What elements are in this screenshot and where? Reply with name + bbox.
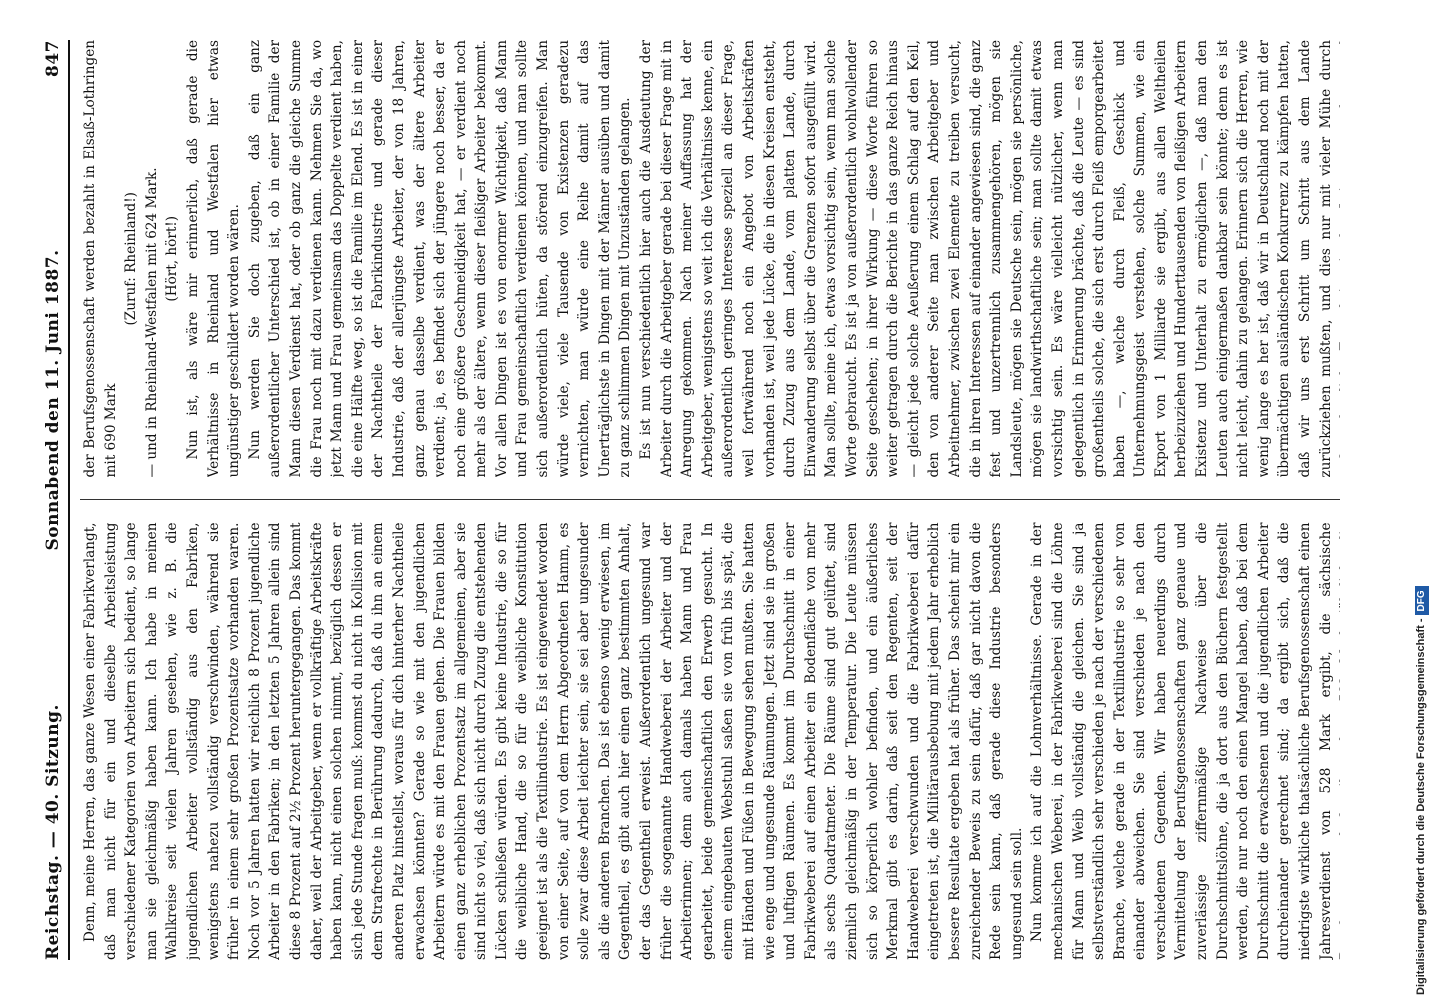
digitization-credit [1412, 395, 1430, 995]
column-right [80, 40, 1340, 478]
interjection: (Hört, hört!) [164, 215, 181, 302]
document-page [10, 0, 1360, 1000]
digitization-credit-strip [1410, 0, 1432, 1000]
paragraph: Nun komme ich auf die Lohnverhältnisse. Gerade in der mechanischen Weberei, in der Fabrikweberei sind die Löhne für Mann und Weib vollständig die gleichen. Sie sind ja selbstverständlich sehr verschieden je nach der verschiedenen Branche, welche gerade in der Textilindustrie so sehr von einander abweichen. Sie sind verschieden je nach den verschiedenen Gegenden. Wir haben neuerdings durch Vermittelung der Berufsgenossenschaften ganz genaue und zuverlässige ziffernmäßige Nachweise über die Durchschnittslöhne, die ja dort aus den Büchern festgestellt werden, die nur noch den einen Mangel haben, daß bei dem Durchschnitt die erwachsenen und die jugendlichen Arbeiter durcheinander gerechnet sind; da ergibt sich, daß die niedrigste wirkliche thatsächliche Berufsgenossenschaft einen Jahresverdienst von 528 Mark ergibt, die sächsische [1029, 522, 1334, 960]
header-left: Reichstag. — 40. Sitzung. [43, 704, 63, 960]
paragraph: Denn, meine Herren, das ganze Wesen einer Fabrikverlangt, daß man nicht für ein und dieselbe Arbeitsleistung verschiedener Kategorien von Arbeitern sich bedient, so lange man sie gleichmäßig haben kann. Ich habe in meinen Wahlkreise seit vielen Jahren gesehen, wie z. B. die jugendlichen Arbeiter vollständig aus den Fabriken, wenigstens nahezu vollständig verschwinden, während sie früher in einem sehr großen Prozentsatze vorhanden waren. Noch vor 5 Jahren hatten wir reichlich 8 Prozent jugendliche Arbeiter in den Fabriken; in den letzten 5 Jahren allein sind diese 8 Prozent auf 2½ Prozent heruntergegangen. Das kommt daher, weil der Arbeitgeber, wenn er vollkräftige Arbeitskräfte haben kann, nicht einen solchen nimmt, bezüglich dessen er sich jede Stunde fragen muß: kommst du nicht in Kollision mit dem Strafrechte in Berührung dadurch, daß du ihn an einem anderen Platz hinstellst, woraus für dich hinterher Nachtheile erwachsen könnten? Gerade so wie mit den jugendlichen Arbeitern würde es mit den Frauen gehen. Die Frauen bilden einen ganz erheblichen Prozentsatz im allgemeinen, aber sie sind nicht so viel, daß sich nicht durch Zuzug die entstehenden Lücken schließen würden. Es gibt keine Industrie, die so für die weibliche Hand, die so für die weibliche Konstitution geeignet ist als die Textilindustrie. Es ist eingewendet worden von einer Seite, auf von dem Herrn Abgeordneten Hamm, es solle zwar diese Arbeit leichter sein, sie sei aber ungesunder als die anderen Branchen. Das ist ebenso wenig erwiesen, im Gegentheil, es gibt auch hier einen ganz bestimmten Anhalt, der das Gegentheil erweist. Außerordentlich ungesund war früher die sogenannte Handweberei der Arbeiter und der Arbeiterinnen; denn auch damals haben Mann und Frau gearbeitet, beide gemeinschaftlich den Erwerb gesucht. In einem eingebauten Webstuhl saßen sie von früh bis spät, die mit Händen und Füßen in Bewegung sehen mußten. Sie hatten wie enge und ungesunde Räumungen. Jetzt sind sie in großen und luftigen Räumen. Es kommt im Durchschnitt in einer Fabrikweberei auf einen Arbeiter ein Bodenfläche von mehr als sechs Quadratmeter. Die Räume sind gut gelüftet, sind ziemlich gleichmäßig in der Temperatur. Die Leute müssen sich so körperlich wohler befinden, und ein äußerliches Merkmal gibt es darin, daß seit den Regenten, seit der Handweberei verschwunden und die Fabrikweberei dafür eingetreten ist, die Militärausbebung mit jedem Jahr erheblich bessere Resultate ergeben hat als früher. Das scheint mir ein zureichender Beweis zu sein dafür, daß gar nicht davon die Rede sein kann, daß gerade diese Industrie besonders ungesund sein soll. [82, 522, 1025, 960]
page-header [38, 40, 70, 960]
page-number: 847 [43, 40, 63, 77]
dfg-logo: DFG [1415, 586, 1429, 615]
column-divider [80, 500, 1340, 501]
header-date: Sonnabend den 11. Juni 1887. [43, 249, 63, 551]
paragraph: Nun ist, als wäre mir erinnerlich, daß gerade die Verhältnisse in Rheinland und Westfalen hier etwas ungünstiger geschildert worden wären. [184, 40, 243, 478]
text-columns [80, 40, 1340, 960]
paragraph: — und in Rheinland-Westfalen mit 624 Mark. [143, 167, 160, 478]
column-left [80, 523, 1340, 961]
paragraph: der Berufsgenossenschaft werden bezahlt in Elsaß-Lothringen mit 690 Mark [82, 40, 119, 478]
paragraph: Es ist nun verschiedentlich hier auch die Ausdeutung der Arbeiter durch die Arbeitgeber gerade bei dieser Frage mit in Anregung gekommen. Nach meiner Auffassung hat der Arbeitgeber, wenigstens so weit ich die Verhältnisse kenne, ein außerordentlich geringes Interesse speziell an dieser Frage, weil fortwährend noch ein Angebot von Arbeitskräften vorhanden ist, weil jede Lücke, die in diesen Kreisen entsteht, durch Zuzug aus dem Lande, vom platten Lande, durch Einwanderung selbst über die Grenzen sofort ausgefüllt wird. Man sollte, meine ich, etwas vorsichtig sein, wenn man solche Worte gebraucht. Es ist ja von außerordentlich wohlwollender Seite geschehen; in ihrer Wirkung — diese Worte führen so weiter getragen durch die Berichte in das ganze Reich hinaus — gleicht jede solche Aeußerung einem Schlag auf den Keil, den von anderer Seite man zwischen Arbeitgeber und Arbeitnehmer, zwischen zwei Elemente zu treiben versucht, die in ihren Interessen auf einander angewiesen sind, die ganz fest und unzertrennlich zusammengehören, mögen sie Landsleute, mögen sie Deutsche sein, mögen sie persönliche, mögen sie landwirthschaftliche sein; man sollte damit etwas vorsichtig sein. Es wäre vielleicht nützlicher, wenn man gelegentlich in Erinnerung brächte, daß die Leute — es sind großentheils solche, die sich erst durch Fleiß emporgearbeitet haben —, welche durch Fleiß, Geschick und Unternehmungsgeist verstehen, solche Summen, wie ein Export von 1 Milliarde sie ergibt, aus allen Weltheilen herbeizuziehen und Hunderttausenden von fleißigen Arbeitern Existenz und Unterhalt zu ermöglichen —, daß man den Leuten auch einigermaßen dankbar sein könnte; denn es ist nicht leicht, dahin zu gelangen. Erinnern sich die Herren, wie wenig lange es her ist, daß wir in Deutschland noch mit der übermächtigen ausländischen Konkurrenz zu kämpfen hatten, daß wir uns erst Schritt um Schritt aus dem Lande zurückziehen mußten, und dies nur mit vieler Mühe durch [638, 40, 1334, 478]
interjection: (Zuruf: Rheinland!) [123, 192, 140, 326]
credit-text: Digitalisierung gefördert durch die Deutsche Forschungsgemeinschaft - [1415, 618, 1427, 995]
paragraph: Nun werden Sie doch zugeben, daß ein ganz außerordentlicher Unterschied ist, ob in einer Familie der Mann diesen Verdienst hat, oder ob ganz die gleiche Summe die Frau noch mit dazu verdienen kann. Nehmen Sie da, wo jetzt Mann und Frau gemeinsam das Doppelte verdient haben, die eine Hälfte weg, so ist die Familie im Elend. Es ist in einer der Nachtheile der Fabrikindustrie und gerade dieser Industrie, daß der allerjüngste Arbeiter, der von 18 Jahren, ganz genau dasselbe verdient, was der ältere Arbeiter verdient; ja, es befindet sich der jüngere noch besser, da er noch eine größere Geschmeidigkeit hat, — er verdient noch mehr als der ältere, wenn dieser fleißiger Arbeiter bekommt. Vor allen Dingen ist es von enormer Wichtigkeit, daß Mann und Frau gemeinschaftlich verdienen können, und man sollte sich außerordentlich hüten, da störend einzugreifen. Man würde viele, viele Tausende von Existenzen geradezu vernichten, man würde eine Reihe damit auf das Unerträglichste in Dingen mit der Männer ausüben und damit zu ganz schlimmen Dingen mit Unzuständen gelangen. [246, 40, 634, 478]
